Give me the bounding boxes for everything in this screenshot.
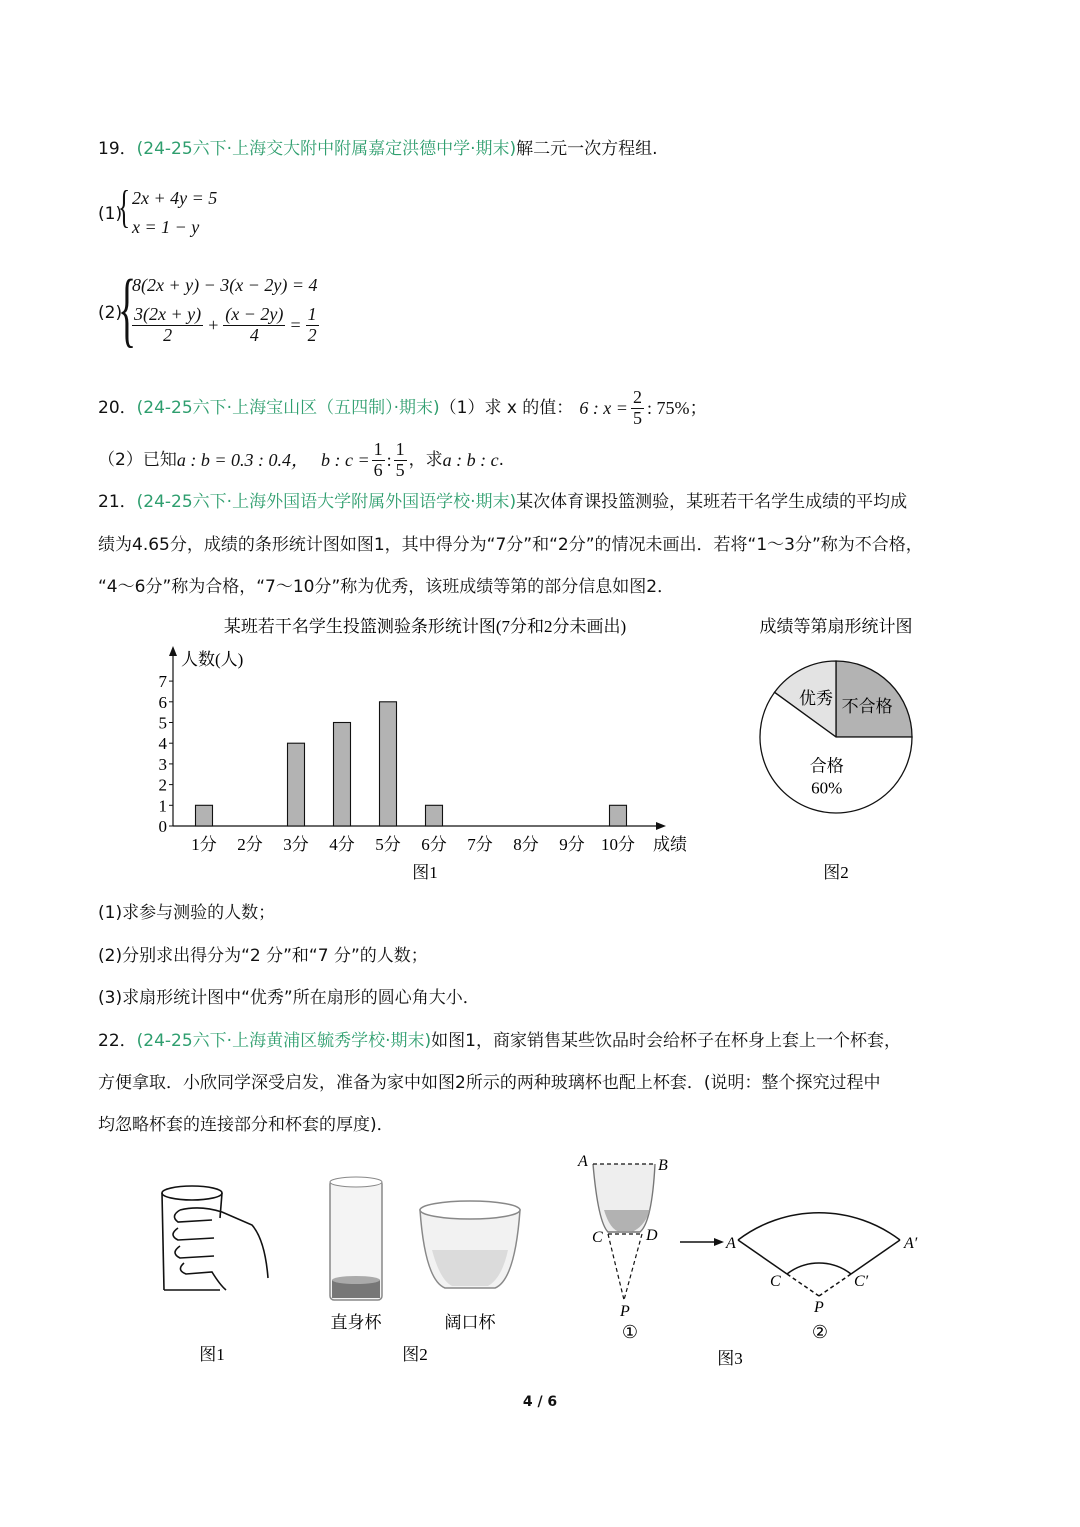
wide-glass-label: 阔口杯 <box>444 1313 496 1332</box>
q19-p2-brace: { <box>118 263 137 356</box>
q22-line1 <box>98 1033 901 1050</box>
pt-D: D <box>646 1227 658 1244</box>
q20-p1-left: 6 : x = <box>579 398 628 419</box>
q19-p2-plus: + <box>207 314 220 335</box>
x-tick-label: 2分 <box>237 835 263 854</box>
q19-p2-num1: 3(2x + y) <box>134 304 202 324</box>
fig3-arrow-head <box>714 1238 724 1246</box>
y-axis-arrow <box>169 646 177 656</box>
q19-p2-num2: (x − 2y) <box>225 304 284 324</box>
q20-p2-expr-c: a : b : c <box>442 450 499 471</box>
bar <box>426 805 443 826</box>
q20-line2 <box>98 440 504 481</box>
x-axis-label: 成绩 <box>653 835 687 854</box>
pt-P2: P <box>814 1299 824 1316</box>
fig3-caption: 图3 <box>717 1349 743 1368</box>
q20-number: 20． <box>98 397 137 418</box>
q20-p2-colon: : <box>386 450 392 471</box>
y-tick-label: 4 <box>158 734 167 754</box>
pt-C: C <box>592 1229 603 1246</box>
q20-p1-num: 2 <box>632 387 642 407</box>
q20-p2-f1-num: 1 <box>373 439 383 459</box>
q22-line3: 均忽略杯套的连接部分和杯套的厚度)． <box>98 1115 394 1135</box>
fig3-sector-drawing <box>738 1213 900 1296</box>
straight-glass-drawing <box>330 1177 382 1300</box>
q22-line2: 方便拿取．小欣同学深受启发，准备为家中如图2所示的两种玻璃杯也配上杯套．(说明：整个探究过程中 <box>98 1073 881 1093</box>
pt-A2: A <box>726 1235 736 1252</box>
q20-p2-f2-num: 1 <box>395 439 405 459</box>
pt-P: P <box>620 1303 630 1320</box>
q19-p2-den2: 4 <box>249 324 259 345</box>
pt-A: A <box>578 1153 588 1170</box>
q21-line3: “4～6分”称为合格，“7～10分”称为优秀，该班成绩等第的部分信息如图2． <box>98 577 675 597</box>
wide-glass-drawing <box>420 1201 520 1288</box>
straight-glass-label: 直身杯 <box>330 1313 382 1332</box>
q21-sub2: (2)分别求出得分为“2 分”和“7 分”的人数； <box>98 946 428 966</box>
q19-p1-brace: { <box>118 181 131 232</box>
q19-source: (24-25六下·上海交大附中附属嘉定洪德中学·期末) <box>136 139 517 159</box>
q21-line1 <box>98 494 907 511</box>
x-tick-label: 10分 <box>601 835 635 854</box>
x-tick-label: 6分 <box>421 835 447 854</box>
q20-p2-expr-b: b : c = <box>320 450 370 471</box>
q21-sub1: (1)求参与测验的人数； <box>98 903 276 923</box>
y-axis-label: 人数(人) <box>181 650 244 669</box>
q21-line2: 绩为4.65分，成绩的条形统计图如图1，其中得分为“7分”和“2分”的情况未画出．若将“1～3分”称为不合格， <box>98 535 923 555</box>
x-tick-label: 5分 <box>375 835 401 854</box>
q21-source: (24-25六下·上海外国语大学附属外国语学校·期末) <box>136 492 517 512</box>
x-tick-label: 9分 <box>559 835 585 854</box>
q19-p2-eq1: 8(2x + y) − 3(x − 2y) = 4 <box>132 275 318 295</box>
pie-slice-label: 合格 <box>809 756 844 776</box>
x-tick-label: 3分 <box>283 835 309 854</box>
x-axis-arrow <box>656 822 666 830</box>
q20-p2-f1-den: 6 <box>373 459 383 480</box>
q22-number: 22． <box>98 1031 137 1051</box>
bar-chart-title: 某班若干名学生投篮测验条形统计图(7分和2分未画出) <box>223 617 627 636</box>
fig2-caption: 图2 <box>823 863 849 882</box>
y-tick-label: 2 <box>158 775 167 795</box>
fig2-caption-q22: 图2 <box>402 1345 428 1364</box>
x-tick-label: 4分 <box>329 835 355 854</box>
fig3-sub1: ① <box>621 1322 639 1342</box>
bar <box>196 805 213 826</box>
q22-figures <box>140 1150 940 1380</box>
fig1-caption: 图1 <box>412 863 438 882</box>
pt-A3: A′ <box>904 1235 918 1252</box>
bar <box>380 702 397 826</box>
q20-source: (24-25六下·上海宝山区（五四制）·期末) <box>136 397 440 418</box>
pt-C3: C′ <box>854 1273 869 1290</box>
q21-sub3: (3)求扇形统计图中“优秀”所在扇形的圆心角大小． <box>98 988 480 1008</box>
q20-line1 <box>98 388 707 429</box>
q20-p1-den: 5 <box>632 407 642 428</box>
q21-number: 21． <box>98 492 137 512</box>
q19-p1-eq1: 2x + 4y = 5 <box>132 188 218 208</box>
bar-chart <box>150 610 710 890</box>
q19-p2-rden: 2 <box>307 324 317 345</box>
q20-p1-text: （1）求 x 的值： <box>439 397 574 418</box>
q20-p2-end: . <box>498 449 505 470</box>
q19-p2-eq2 <box>132 305 319 346</box>
q19-number: 19． <box>98 139 137 159</box>
fig1-cup-drawing <box>162 1186 268 1290</box>
pie-slice-percent: 60% <box>811 778 843 798</box>
x-tick-label: 1分 <box>191 835 217 854</box>
page-number: 4 / 6 <box>522 1394 558 1410</box>
q19-p2-den1: 2 <box>163 324 173 345</box>
x-tick-label: 8分 <box>513 835 539 854</box>
q19-p1-eq2: x = 1 − y <box>132 217 200 237</box>
q20-p2-expr-a: a : b = 0.3 : 0.4， <box>176 450 309 471</box>
q20-p2-f2-den: 5 <box>395 459 405 480</box>
pie-chart-title: 成绩等第扇形统计图 <box>759 617 913 636</box>
pt-C2: C <box>770 1273 781 1290</box>
q20-p1-right: : 75%； <box>646 398 708 419</box>
q21-line1-text: 某次体育课投篮测验，某班若干名学生成绩的平均成 <box>516 492 908 512</box>
bar <box>288 743 305 826</box>
q19-p2-label: (2) <box>98 303 123 323</box>
pt-B: B <box>658 1157 668 1174</box>
q19-line <box>98 141 658 158</box>
y-tick-label: 0 <box>158 817 167 836</box>
pie-slice-label: 不合格 <box>841 696 893 716</box>
q19-p2-rnum: 1 <box>307 304 317 324</box>
q22-line1-text: 如图1，商家销售某些饮品时会给杯子在杯身上套上一个杯套， <box>431 1031 901 1051</box>
q19-stem: 解二元一次方程组. <box>516 139 658 159</box>
y-tick-label: 3 <box>158 754 167 774</box>
y-tick-label: 1 <box>158 796 167 816</box>
x-tick-label: 7分 <box>467 835 493 854</box>
bar <box>610 805 627 826</box>
fig3-sub2: ② <box>811 1322 829 1342</box>
bar <box>334 723 351 827</box>
q22-source: (24-25六下·上海黄浦区毓秀学校·期末) <box>136 1031 432 1051</box>
y-tick-label: 7 <box>158 672 167 692</box>
pie-slice-label: 优秀 <box>799 688 834 708</box>
y-tick-label: 5 <box>158 713 167 733</box>
q19-p1-label: (1) <box>98 204 123 224</box>
pie-chart <box>740 610 940 890</box>
q20-p2-a: （2）已知 <box>98 449 177 470</box>
fig1-caption-q22: 图1 <box>199 1345 225 1364</box>
q20-p2-b: ，求 <box>408 449 443 470</box>
y-tick-label: 6 <box>158 692 167 712</box>
q19-p2-eq: = <box>289 314 302 335</box>
